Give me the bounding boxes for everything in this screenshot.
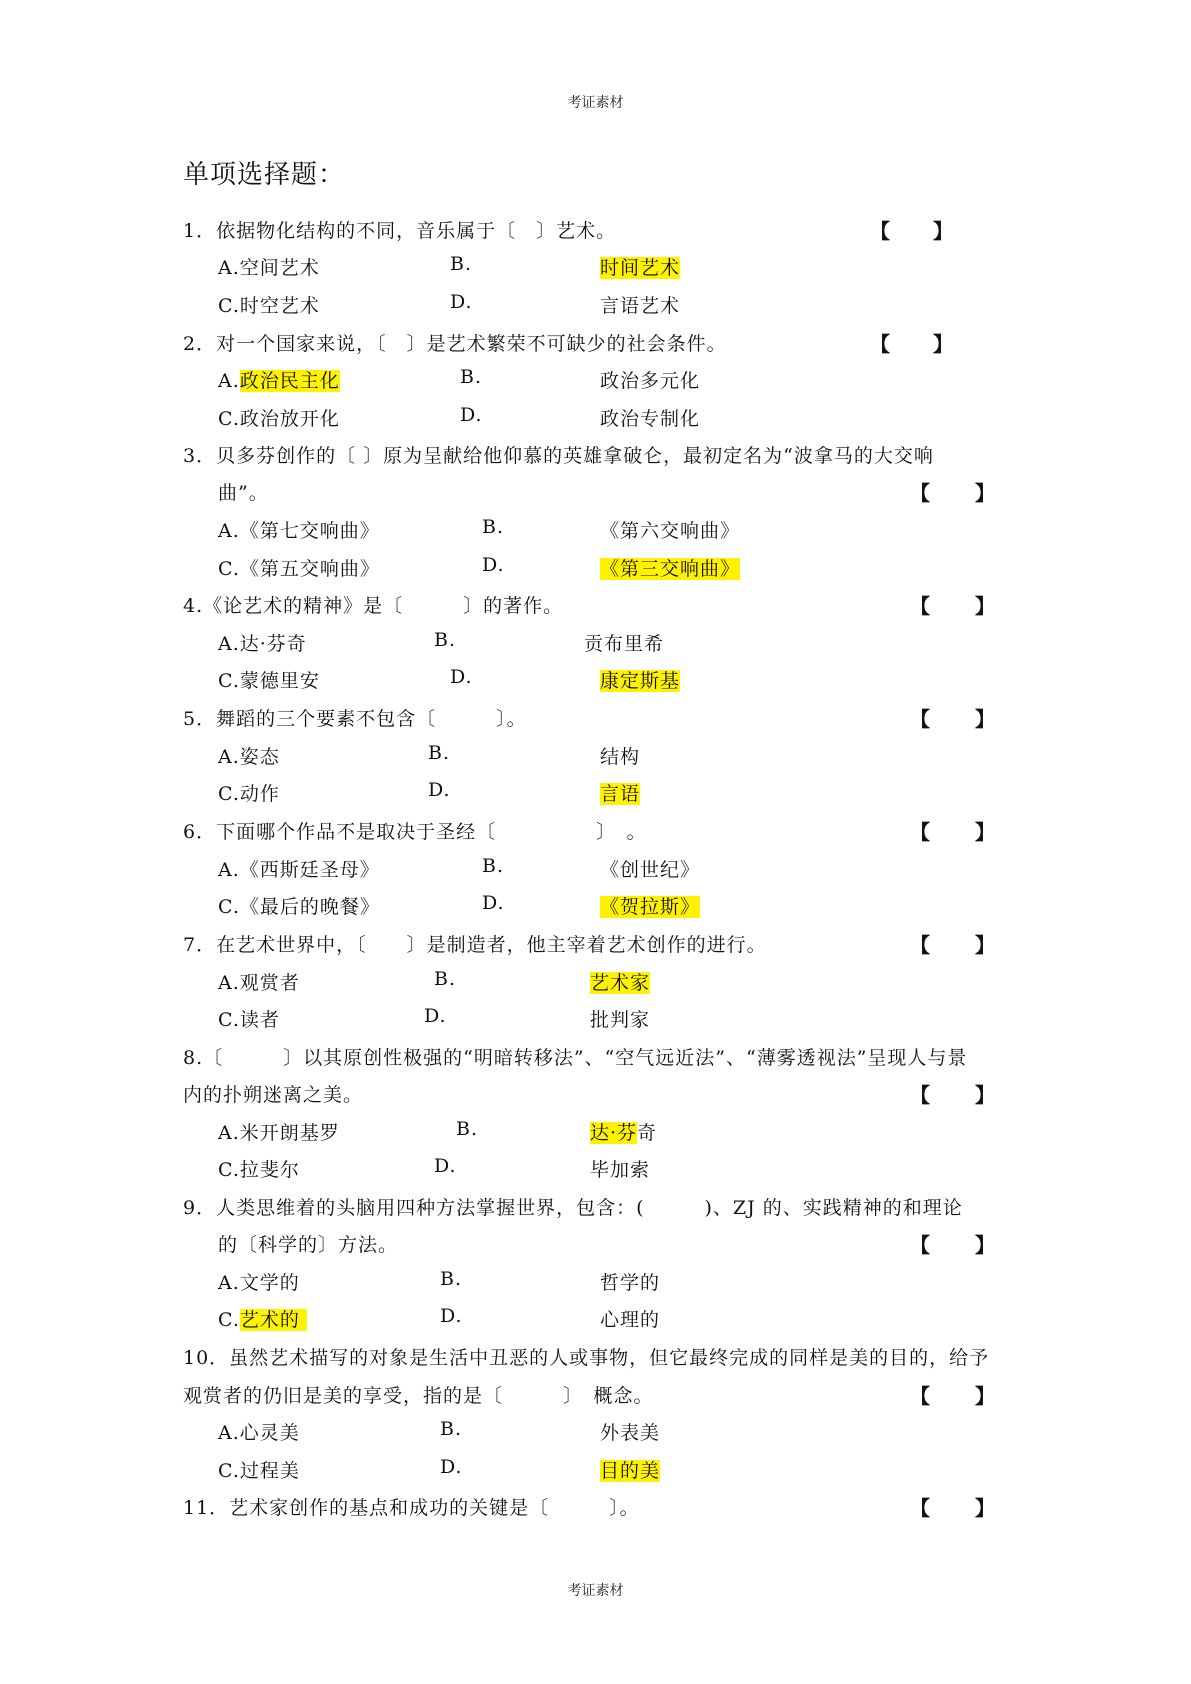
option-c[interactable]: C.读者 [218,1009,280,1031]
option-b-text[interactable]: 《第六交响曲》 [600,520,741,542]
option-d-text[interactable]: 康定斯基 [600,670,681,692]
option-d-text[interactable]: 心理的 [600,1309,661,1331]
option-c[interactable]: C.《最后的晚餐》 [218,896,380,918]
option-c[interactable]: C.政治放开化 [218,408,340,430]
option-b-text[interactable]: 外表美 [600,1422,661,1444]
page-footer: 考证素材 [567,1583,624,1599]
option-b-prefix[interactable]: B. [440,1418,463,1440]
question-10-text: 10．虽然艺术描写的对象是生活中丑恶的人或事物，但它最终完成的同样是美的目的，给予 [183,1347,990,1369]
answer-bracket-left: 【 [910,1083,930,1107]
option-d-prefix[interactable]: D. [424,1005,447,1027]
option-a[interactable]: A.《西斯廷圣母》 [218,859,380,881]
question-8-text-cont: 内的扑朔迷离之美。 [183,1084,364,1106]
answer-bracket-right: 】 [975,1496,995,1520]
question-3-text: 3．贝多芬创作的〔 〕原为呈献给他仰慕的英雄拿破仑，最初定名为“波拿马的大交响 [183,445,934,467]
option-b-text[interactable]: 贡布里希 [584,633,665,655]
option-b-text[interactable]: 哲学的 [600,1272,661,1294]
option-d-prefix[interactable]: D. [434,1155,457,1177]
question-11-text: 11．艺术家创作的基点和成功的关键是〔 〕。 [183,1497,640,1519]
answer-bracket-right: 】 [933,219,953,243]
answer-bracket-right: 】 [975,1233,995,1257]
option-a[interactable]: A.空间艺术 [218,257,320,279]
question-9-text-cont: 的〔科学的〕方法。 [218,1234,399,1256]
option-c[interactable]: C.艺术的 [218,1305,307,1332]
question-10-text-cont: 观赏者的仍旧是美的享受，指的是〔 〕 概念。 [183,1385,654,1407]
option-a[interactable]: A.观赏者 [218,972,300,994]
option-d-text[interactable]: 《贺拉斯》 [600,896,701,918]
option-d-prefix[interactable]: D. [450,291,473,313]
option-b-text[interactable]: 艺术家 [590,972,651,994]
option-a[interactable]: A.文学的 [218,1272,300,1294]
answer-bracket-right: 】 [975,481,995,505]
option-b-prefix[interactable]: B. [434,629,457,651]
answer-bracket-right: 】 [975,594,995,618]
option-b-text[interactable]: 达·芬奇 [590,1122,658,1144]
answer-bracket-left: 【 [910,481,930,505]
option-c[interactable]: C.蒙德里安 [218,670,320,692]
answer-bracket-right: 】 [975,820,995,844]
option-d-prefix[interactable]: D. [482,554,505,576]
option-a[interactable]: A.《第七交响曲》 [218,520,380,542]
option-b-prefix[interactable]: B. [482,516,505,538]
answer-bracket-right: 】 [975,1384,995,1408]
answer-bracket-left: 【 [910,820,930,844]
option-b-text[interactable]: 时间艺术 [600,257,681,279]
option-b-text[interactable]: 政治多元化 [600,370,701,392]
option-d-text[interactable]: 《第三交响曲》 [600,558,741,580]
question-1-text: 1．依据物化结构的不同，音乐属于〔 〕艺术。 [183,220,617,242]
option-b-text[interactable]: 结构 [600,746,641,768]
option-d-prefix[interactable]: D. [428,779,451,801]
option-b-prefix[interactable]: B. [482,855,505,877]
option-c[interactable]: C.过程美 [218,1460,300,1482]
option-b-prefix[interactable]: B. [460,366,483,388]
question-4-text: 4.《论艺术的精神》是〔 〕的著作。 [183,595,564,617]
answer-bracket-left: 【 [870,332,890,356]
option-d-prefix[interactable]: D. [450,666,473,688]
option-c[interactable]: C.动作 [218,783,280,805]
option-d-text[interactable]: 目的美 [600,1460,661,1482]
option-d-text[interactable]: 批判家 [590,1009,651,1031]
option-c[interactable]: C.《第五交响曲》 [218,558,380,580]
option-a[interactable]: A.达·芬奇 [218,633,307,655]
option-d-text[interactable]: 毕加索 [590,1159,651,1181]
option-b-prefix[interactable]: B. [428,742,451,764]
answer-bracket-right: 】 [975,1083,995,1107]
option-b-prefix[interactable]: B. [434,968,457,990]
answer-bracket-left: 【 [910,1496,930,1520]
option-a[interactable]: A.米开朗基罗 [218,1122,340,1144]
question-5-text: 5．舞蹈的三个要素不包含〔 〕。 [183,708,527,730]
option-b-prefix[interactable]: B. [456,1118,479,1140]
answer-bracket-left: 【 [910,1384,930,1408]
option-d-prefix[interactable]: D. [460,404,483,426]
option-b-prefix[interactable]: B. [450,253,473,275]
answer-bracket-left: 【 [910,594,930,618]
option-a[interactable]: A.姿态 [218,746,280,768]
option-d-prefix[interactable]: D. [440,1456,463,1478]
option-c[interactable]: C.拉斐尔 [218,1159,300,1181]
option-b-prefix[interactable]: B. [440,1268,463,1290]
option-d-prefix[interactable]: D. [482,892,505,914]
question-2-text: 2．对一个国家来说，〔 〕是艺术繁荣不可缺少的社会条件。 [183,333,727,355]
answer-bracket-right: 】 [975,707,995,731]
option-c[interactable]: C.时空艺术 [218,295,320,317]
question-7-text: 7．在艺术世界中，〔 〕是制造者，他主宰着艺术创作的进行。 [183,934,767,956]
option-d-text[interactable]: 言语艺术 [600,295,681,317]
question-3-text-cont: 曲”。 [218,482,269,504]
answer-bracket-left: 【 [910,933,930,957]
option-b-text[interactable]: 《创世纪》 [600,859,701,881]
option-a[interactable]: A.心灵美 [218,1422,300,1444]
question-9-text: 9．人类思维着的头脑用四种方法掌握世界，包含：( )、ZJ 的、实践精神的和理论 [183,1197,963,1219]
answer-bracket-right: 】 [975,933,995,957]
answer-bracket-left: 【 [910,1233,930,1257]
section-title: 单项选择题： [183,160,346,190]
option-d-text[interactable]: 政治专制化 [600,408,701,430]
option-d-text[interactable]: 言语 [600,783,641,805]
option-a[interactable]: A.政治民主化 [218,370,340,392]
question-8-text: 8.〔 〕以其原创性极强的“明暗转移法”、“空气远近法”、“薄雾透视法”呈现人与景 [183,1047,968,1069]
answer-bracket-right: 】 [933,332,953,356]
answer-bracket-left: 【 [870,219,890,243]
question-6-text: 6．下面哪个作品不是取决于圣经〔 〕 。 [183,821,647,843]
option-d-prefix[interactable]: D. [440,1305,463,1327]
page-header: 考证素材 [567,95,624,111]
answer-bracket-left: 【 [910,707,930,731]
